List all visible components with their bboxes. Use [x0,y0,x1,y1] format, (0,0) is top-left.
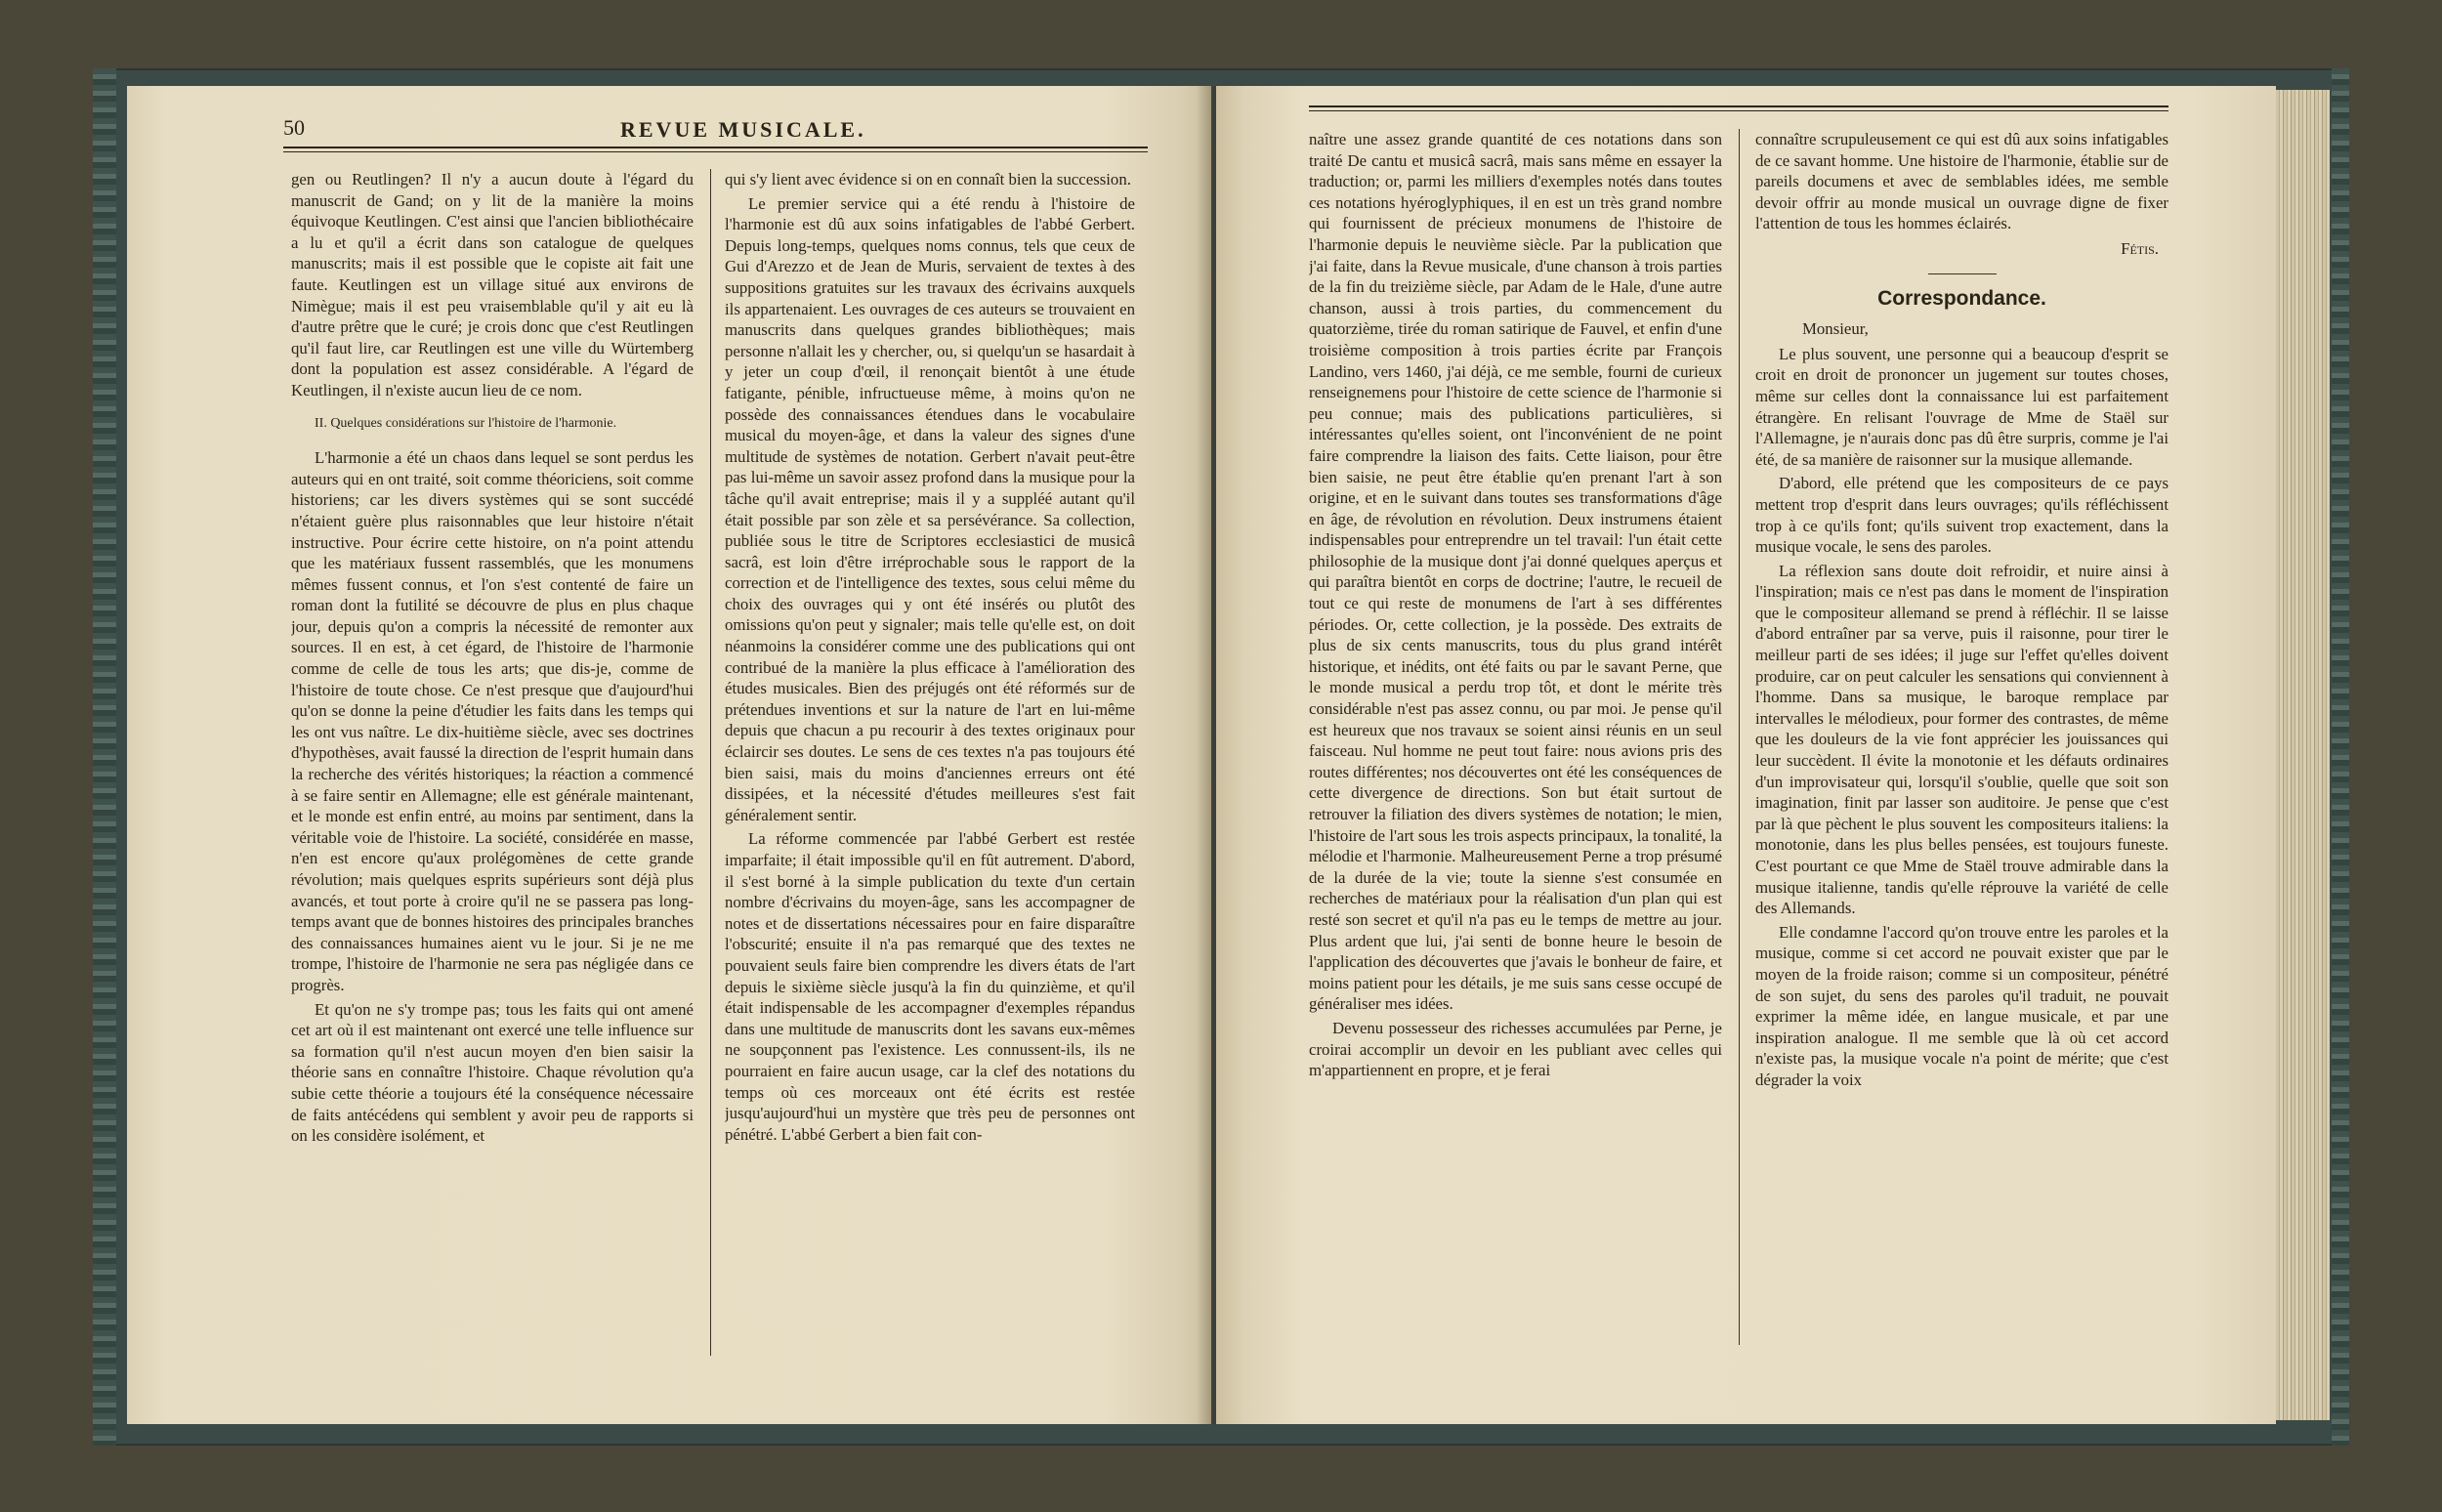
page-number: 50 [283,115,305,140]
paragraph: gen ou Reutlingen? Il n'y a aucun doute à l'égard du manuscrit de Gand; on y lit de la manière la moins équivoque Keutlingen. C'est ainsi que l'ancien bibliothécaire a lu et qu'il a écrit dans son catalogue de quelques manuscrits; mais il est possible que le copiste ait fait une faute. Keutlingen est un village situé aux environs de Nimègue; mais il est peu vraisemblable qu'il y ait eu là d'autre prêtre que le curé; je crois donc que c'est Reutlingen qu'il faut lire, car Reutlingen est une ville du Würtemberg dont la population est assez considérable. A l'égard de Keutlingen, il n'existe aucun lieu de ce nom. [291,170,694,399]
paragraph: qui s'y lient avec évidence si on en connaît bien la succession. [725,170,1131,189]
paragraph: Le premier service qui a été rendu à l'histoire de l'harmonie est dû aux soins infatigables de l'abbé Gerbert. Depuis long-temps, quelques noms connus, tels que ceux de Gui d'Arezzo et de Jean de Muris, servaient de textes à des suppositions gratuites sur les travaux des écrivains auxquels ils appartenaient. Les ouvrages de ces auteurs se trouvaient en manuscrits dans quelques grandes bibliothèques; mais personne n'allait les y chercher, ou, si quelqu'un se hasardait à y jeter un coup d'œil, il renonçait bientôt à une étude fatigante, pénible, infructueuse même, à moins qu'on ne possède des connaissances étendues dans le vocabulaire musical du moyen-âge, et dans la valeur des signes d'une multitude de systèmes de notation. Gerbert n'avait peut-être pas lui-même un savoir assez profond dans la musique pour la tâche qu'il avait entreprise; mais il y a suppléé autant qu'il était possible par son zèle et sa persévérance. Sa collection, publiée sous le titre de Scriptores ecclesiastici de musicâ sacrâ, est loin d'être irréprochable sous le rapport de la correction et de l'intelligence des textes, sous celui même du choix des ouvrages qui y ont été insérés ou plutôt des omissions qu'on peut y signaler; mais telle qu'elle est, on doit néanmoins la considérer comme une des publications qui ont contribué de la manière la plus efficace à l'amélioration des études musicales. Bien des préjugés ont été réformés sur de prétendues inventions et sur la nature de l'art en lui-même depuis que chacun a pu recourir à des textes originaux pour éclaircir ses doutes. Le sens de ces textes n'a pas toujours été bien saisi, mais du moins d'anciennes erreurs ont été dissipées, et la nécessité d'études meilleures s'est fait généralement sentir. [725,193,1135,824]
header-rule [283,147,1148,152]
paragraph: Elle condamne l'accord qu'on trouve entre les paroles et la musique, comme si cet accord ne pouvait exister que par le moyen de la froide raison; comme si un compositeur, pénétré de son sujet, du sens des paroles qu'il traduit, ne pouvait exprimer la même idée, en langue musicale, et par une inspiration analogue. Il me semble que là où cet accord n'existe pas, la musique vocale n'a point de mérite; que c'est dégrader la voix [1755,922,2168,1089]
author-signature: Fétis. [2121,238,2159,258]
left-column-2 [725,169,1135,1356]
cover-edge-left [93,68,116,1446]
left-page [127,86,1211,1424]
paragraph: D'abord, elle prétend que les compositeurs de ce pays mettent trop d'esprit dans leurs ouvrages; qu'ils réfléchissent trop à ce qu'ils font; qu'ils suivent trop exactement, dans la musique vocale, le sens des paroles. [1755,474,2168,557]
salutation: Monsieur, [1802,319,1869,339]
cover-edge-right [2332,68,2349,1446]
paragraph: naître une assez grande quantité de ces notations dans son traité De cantu et musicâ sacrâ, mais sans même en essayer la traduction; or, parmi les milliers d'exemples notés dans toutes ces notations hyéroglyphiques, il en est un très grand nombre qui fournissent de précieux monumens de l'histoire de l'harmonie depuis le neuvième siècle. Par la publication que j'ai faite, dans la Revue musicale, d'une chanson à trois parties de la fin du treizième siècle, par Adam de le Hale, d'une autre chanson, aussi à trois parties, du commencement du quatorzième, tirée du roman satirique de Fauvel, et enfin d'une troisième composition à trois parties écrite par François Landino, vers 1460, j'ai déjà, ce me semble, fourni de curieux renseignemens pour l'histoire de cette science de l'harmonie si peu connue; mais des publications particulières, si intéressantes qu'elles soient, ont l'inconvénient de ne point faire comprendre la liaison des faits. Cette liaison, pour être bien saisie, ne peut être établie qu'en prenant l'art à son origine, et en le suivant dans toutes ses transformations d'âge en âge, de révolution en révolution. Deux instrumens étaient indispensables pour entreprendre un tel travail: l'un était cette philosophie de la musique dont j'ai donné quelques aperçus et qui paraîtra bientôt en corps de doctrine; l'autre, le recueil de tout ce qui reste de monumens de l'art à ses différentes périodes. Or, cette collection, je la possède. Des extraits de plus de six cents manuscrits, tous du plus grand intérêt historique, et inédits, ont été faits ou par le savant Perne, que le monde musical a perdu trop tôt, et dont le mérite très considérable n'est pas assez connu, ou par moi. Je pense qu'il est heureux que nos travaux se soient ainsi réunis en un seul faisceau. Nul homme ne peut tout faire: nous avions pris des routes différentes; nos découvertes ont été les conséquences de cette divergence de directions. Son but était surtout de retrouver la filiation des divers systèmes de notation; le mien, l'histoire de l'art sous les trois aspects principaux, la tonalité, la mélodie et l'harmonie. Malheureusement Perne a trop présumé de la durée de la vie; toute la sienne s'est consumée en recherches de matériaux pour la réalisation d'un plan qui est resté son secret et qu'il n'a pas eu le temps de mettre au jour. Plus ardent que lui, j'ai senti de bonne heure le besoin de l'application des découvertes que j'avais le bonheur de faire, et moins patient pour les détails, je me suis sans cesse occupé de généraliser mes idées. [1309,130,1722,1014]
page-stack [2276,90,2330,1420]
section-heading: II. Quelques considérations sur l'histoire de l'harmonie. [315,415,617,431]
paragraph: La réforme commencée par l'abbé Gerbert est restée imparfaite; il était impossible qu'il en fût autrement. D'abord, il s'est borné à la simple publication du texte d'un certain nombre d'écrivains du moyen-âge, sans les accompagner de notes et de dissertations nécessaires pour en faire disparaître l'obscurité; ensuite il n'a pas remarqué que des textes ne pouvaient seuls faire bien comprendre les divers états de l'art depuis le sixième siècle jusqu'à la fin du quinzième, et qu'il était indispensable de les accompagner d'exemples répandus dans une multitude de manuscrits dont les savans eux-mêmes ne soupçonnent pas l'existence. Les connussent-ils, ils ne pourraient en faire aucun usage, car la clef des notations du temps où ces morceaux ont été écrits est restée jusqu'aujourd'hui un mystère que très peu de personnes ont pénétré. L'abbé Gerbert a bien fait con- [725,829,1135,1144]
right-column-1 [1309,129,1722,1345]
paragraph: Devenu possesseur des richesses accumulées par Perne, je croirai accomplir un devoir en les publiant avec celles qui m'appartiennent en propre, et je ferai [1309,1018,1722,1080]
paragraph: connaître scrupuleusement ce qui est dû aux soins infatigables de ce savant homme. Une histoire de l'harmonie, établie sur de pareils documens et avec de semblables idées, me semble devoir offrir au monde musical un ouvrage digne de fixer l'attention de tous les hommes éclairés. [1755,130,2168,233]
left-column-1 [291,169,694,1356]
paragraph: Et qu'on ne s'y trompe pas; tous les faits qui ont amené cet art où il est maintenant ont exercé une telle influence sur sa formation qu'il n'est aucun moyen d'en bien saisir la théorie sans en connaître l'histoire. Chaque révolution qu'a subie cette théorie a toujours été la conséquence nécessaire de faits antécédens qui semblent y avoir peu de rapports si on les considère isolément, et [291,999,694,1146]
header-rule [1309,105,2168,111]
paragraph: L'harmonie a été un chaos dans lequel se sont perdus les auteurs qui en ont traité, soit comme théoriciens, soit comme historiens; car les divers systèmes qui se sont succédé n'étaient guère plus raisonnables que leur histoire n'était instructive. Pour écrire cette histoire, on n'a point attendu que les matériaux fussent rassemblés, que les monumens mêmes fussent connus, et l'on s'est contenté de faire un roman dont la futilité se découvre de plus en plus chaque jour, depuis qu'on a compris la nécessité de remonter aux sources. Il en est, à cet égard, de l'histoire de l'harmonie comme de celle de tous les arts; que dis-je, comme de l'histoire de toute chose. Ce n'est presque que d'aujourd'hui qu'on se donne la peine d'étudier les faits dans les temps qui les ont vus naître. Le dix-huitième siècle, avec ses doctrines d'hypothèses, avait faussé la direction de l'esprit humain dans la recherche des vérités historiques; la réaction a commencé à se faire sentir en Allemagne; elle est générale maintenant, et le monde est enfin entré, au moins par sentiment, dans la véritable voie de l'histoire. La société, considérée en masse, n'en est encore qu'aux prolégomènes de cette grande révolution; mais quelques esprits supérieurs sont déjà plus avancés, et tout porte à croire qu'il ne se passera pas long-temps avant que de bonnes histoires des principales branches des connaissances humaines aient vu le jour. Si je ne me trompe, l'histoire de l'harmonie ne sera pas négligée dans ce progrès. [291,448,694,994]
column-divider [1739,129,1740,1345]
running-title: REVUE MUSICALE. [620,117,866,142]
paragraph: Le plus souvent, une personne qui a beaucoup d'esprit se croit en droit de prononcer un jugement sur toutes choses, même sur celles dont la connaissance lui est parfaitement étrangère. En relisant l'ouvrage de Mme de Staël sur l'Allemagne, je n'aurais donc pas dû être surpris, comme je l'ai été, de sa manière de raisonner sur la musique allemande. [1755,344,2168,469]
right-column-2 [1755,129,2168,1345]
ornament-rule [1928,273,1997,274]
right-page [1216,86,2276,1424]
paragraph: La réflexion sans doute doit refroidir, et nuire ainsi à l'inspiration; mais ce n'est pas dans le moment de l'inspiration que le compositeur allemand se prend à réfléchir. Il se laisse d'abord entraîner par sa verve, puis il raisonne, pour tirer le meilleur parti de ses idées; il juge sur l'effet qu'elles doivent produire, car on peut calculer les sensations qui conviennent à l'homme. Dans sa musique, le baroque remplace par intervalles le mélodieux, pour former des contrastes, de même que les douleurs de la vie font apprécier les jouissances qui leur succèdent. Il évite la monotonie et les défauts ordinaires d'un improvisateur qui, lorsqu'il s'oublie, quelle que soit son imagination, finit par lasser son auditoire. Je pense que c'est par là que pèchent le plus souvent les compositeurs italiens: la monotonie, dans les plus belles pensées, est toujours funeste. C'est pourtant ce que Mme de Staël trouve admirable dans la musique italienne, tandis qu'elle réprouve la variété de celle des Allemands. [1755,561,2168,918]
column-divider [710,169,711,1356]
section-title: Correspondance. [1877,286,2046,310]
